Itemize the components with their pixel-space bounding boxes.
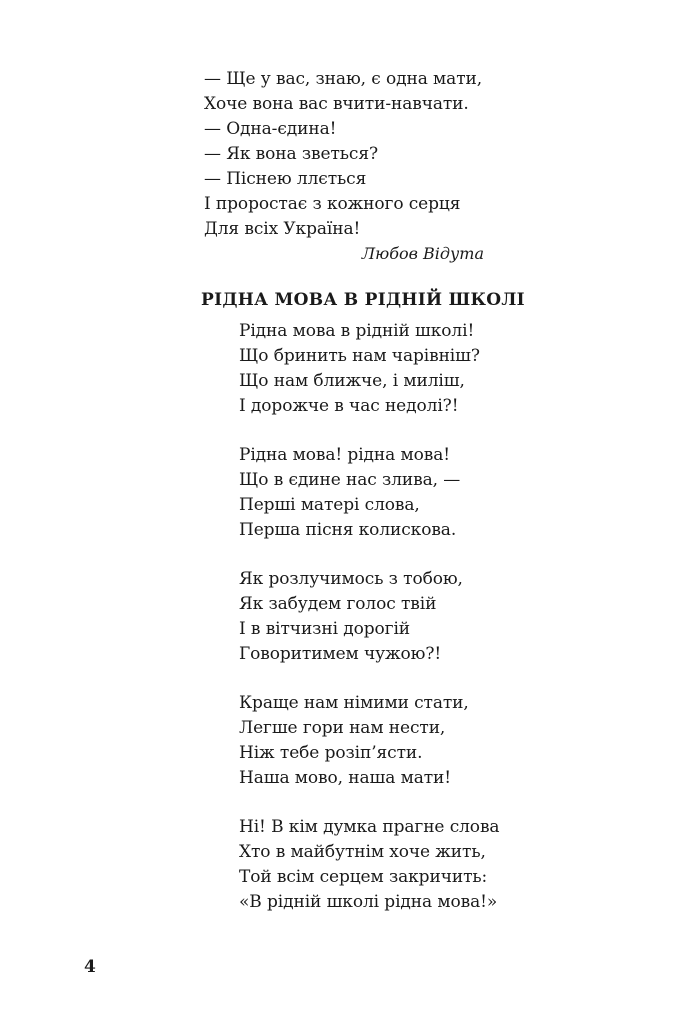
poem-fragment (204, 67, 504, 242)
poem-line: І дорожче в час недолі?! (239, 396, 459, 416)
poem-line: — Як вона зветься? (204, 144, 378, 164)
poem-line: Як забудем голос твій (239, 594, 437, 614)
stanza (239, 319, 539, 419)
poem-body (239, 319, 539, 915)
stanza (239, 443, 539, 543)
poem-line: Краще нам німими стати, (239, 693, 469, 713)
poem-line: Наша мово, наша мати! (239, 768, 452, 788)
poem-line: Той всім серцем закричить: (239, 867, 488, 887)
poem-line: Хоче вона вас вчити-навчати. (204, 94, 469, 114)
page-number: 4 (84, 957, 96, 977)
poem-line: Рідна мова! рідна мова! (239, 445, 450, 465)
poem-line: — Піснею ллється (204, 169, 367, 189)
poem-line: Для всіх Україна! (204, 219, 361, 239)
poem-line: Перша пісня колискова. (239, 520, 457, 540)
poem-line: Рідна мова в рідній школі! (239, 321, 475, 341)
poem-line: Ніж тебе розіп’ясти. (239, 743, 423, 763)
poem-line: Перші матері слова, (239, 495, 420, 515)
poem-line: — Ще у вас, знаю, є одна мати, (204, 69, 483, 89)
poem-line: Легше гори нам нести, (239, 718, 446, 738)
poem-line: І в вітчизні дорогій (239, 619, 411, 639)
poem-author: Любов Відута (361, 244, 484, 263)
stanza (239, 815, 539, 915)
poem-line: Що бринить нам чарівніш? (239, 346, 480, 366)
poem-line: Що нам ближче, і миліш, (239, 371, 465, 391)
poem-line: І проростає з кожного серця (204, 194, 461, 214)
stanza (239, 567, 539, 667)
stanza (239, 691, 539, 791)
poem-line: Що в єдине нас злива, — (239, 470, 461, 490)
poem-line: Ні! В кім думка прагне слова (239, 817, 500, 837)
poem-line: Говоритимем чужою?! (239, 644, 442, 664)
poem-line: Хто в майбутнім хоче жить, (239, 842, 486, 862)
poem-line: — Одна-єдина! (204, 119, 337, 139)
poem-line: Як розлучимось з тобою, (239, 569, 463, 589)
poem-title: РІДНА МОВА В РІДНІЙ ШКОЛІ (201, 290, 525, 310)
poem-line: «В рідній школі рідна мова!» (239, 892, 498, 912)
